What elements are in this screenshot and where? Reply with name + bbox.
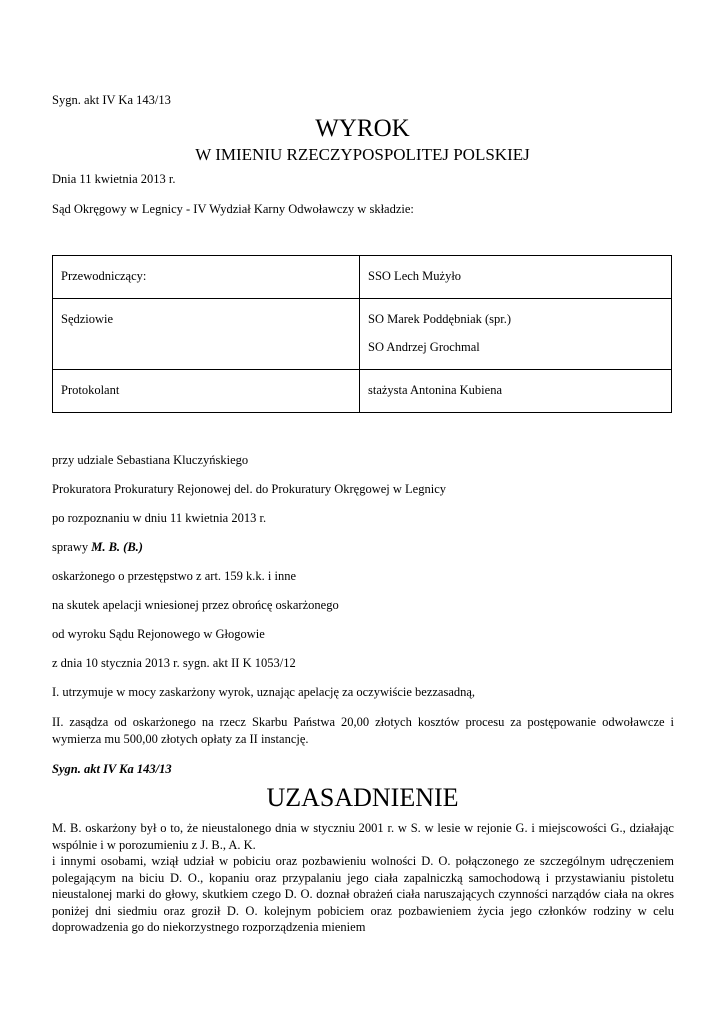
lower-court-line: od wyroku Sądu Rejonowego w Głogowie [52,627,265,641]
justification-paragraph-1: M. B. oskarżony był o to, że nieustalonego dnia w styczniu 2001 r. w S. w lesie w rejonie G. i miejscowości G., działając wspólnie i w porozumieniu z J. B., A. K. [52,821,674,852]
role-clerk: Protokolant [53,370,360,413]
names-judges [360,299,672,370]
ruling-point-2: II. zasądza od oskarżonego na rzecz Skarbu Państwa 20,00 złotych kosztów procesu za postępowanie odwoławcze i wymierza mu 500,00 złotych opłaty za II instancję. [52,715,674,746]
judgment-date: Dnia 11 kwietnia 2013 r. [52,172,176,186]
role-judges: Sędziowie [53,299,360,370]
ruling-point-1: I. utrzymuje w mocy zaskarżony wyrok, uznając apelację za oczywiście bezzasadną, [52,685,476,699]
lower-judgment-line: z dnia 10 stycznia 2013 r. sygn. akt II K 1053/12 [52,656,296,670]
composition-row-clerk [53,370,672,413]
composition-row-presiding [53,256,672,299]
case-number: Sygn. akt IV Ka 143/13 [52,93,171,107]
prosecutor-office: Prokuratora Prokuratury Rejonowej del. do Prokuratury Okręgowej w Legnicy [52,482,447,496]
composition-row-judges [53,299,672,370]
charge-line: oskarżonego o przestępstwo z art. 159 k.k. i inne [52,569,297,583]
court-composition-table [52,255,672,413]
document-title: WYROK [315,115,410,142]
role-presiding: Przewodniczący: [53,256,360,299]
case-prefix: sprawy [52,540,92,554]
justification-title: UZASADNIENIE [266,783,459,812]
case-of [52,540,143,555]
judge-name: SSO Lech Mużyło [368,269,462,283]
defendant-name: M. B. (B.) [91,540,143,554]
court-name: Sąd Okręgowy w Legnicy - IV Wydział Karny Odwoławczy w składzie: [52,202,414,216]
name-presiding [360,256,672,299]
judge-name: SO Marek Poddębniak (spr.) [368,312,512,326]
document-subtitle: W IMIENIU RZECZYPOSPOLITEJ POLSKIEJ [195,145,530,164]
prosecutor-line: przy udziale Sebastiana Kluczyńskiego [52,453,249,467]
justification-paragraph-2: i innymi osobami, wziął udział w pobiciu oraz pozbawieniu wolności D. O. połączonego ze szczególnym udręczeniem polegającym na biciu D. O., kopaniu oraz przypalaniu jego ciała zapalniczką samochodową i przystawianiu pistoletu nieustalonej marki do głowy, skutkiem czego D. O. doznał obrażeń ciała naruszających czynności narządów ciała na okres poniżej dni siedmiu oraz groził D. O. kolejnym pobiciem oraz pozbawieniem życia jego członków rodziny w celu doprowadzenia go do niekorzystnego rozporządzenia mieniem [52,854,674,934]
hearing-date: po rozpoznaniu w dniu 11 kwietnia 2013 r. [52,511,267,525]
clerk-name: stażysta Antonina Kubiena [368,383,502,397]
name-clerk [360,370,672,413]
judge-name: SO Andrzej Grochmal [368,340,480,354]
appeal-line: na skutek apelacji wniesionej przez obrońcę oskarżonego [52,598,339,612]
justification-case-number: Sygn. akt IV Ka 143/13 [52,762,172,776]
